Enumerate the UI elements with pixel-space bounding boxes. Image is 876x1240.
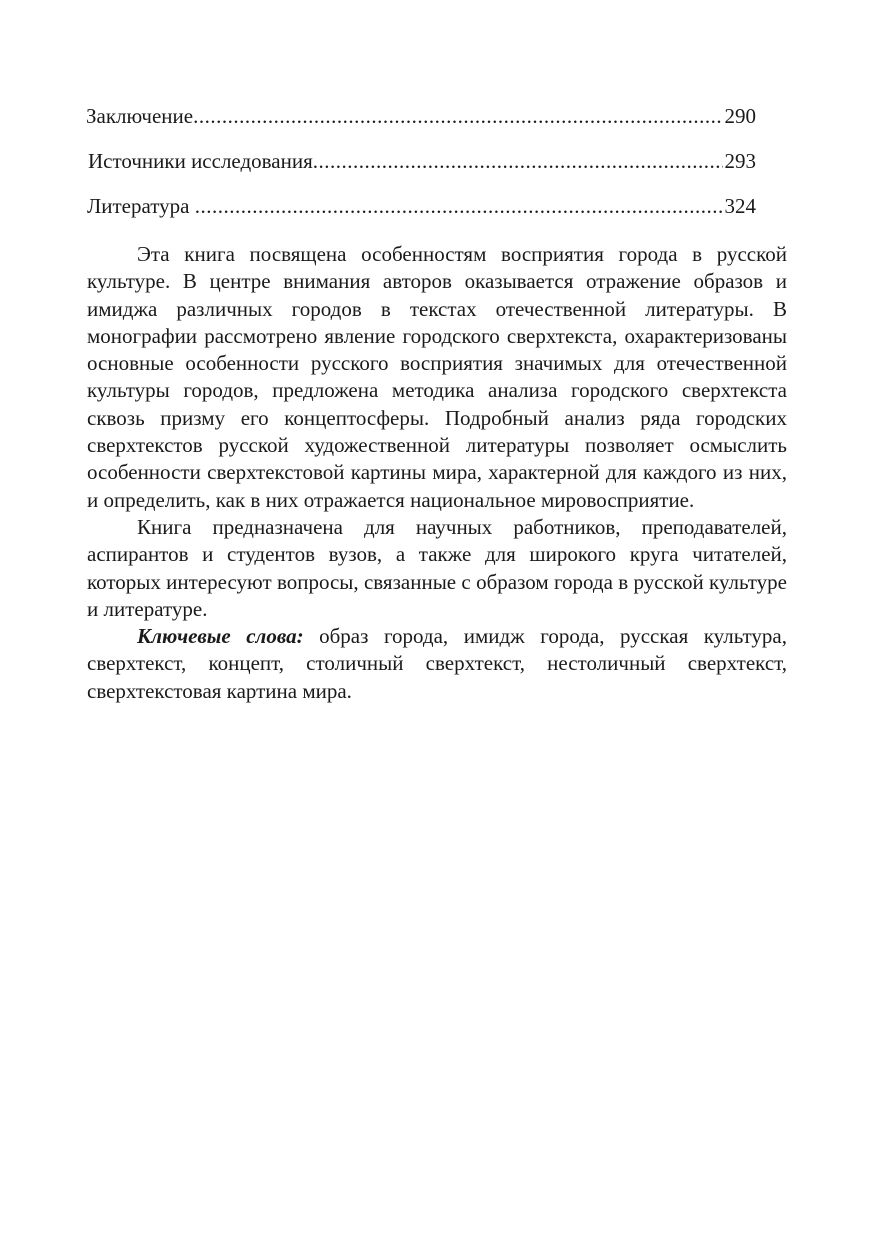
toc-entry bbox=[86, 102, 756, 147]
keywords-text: образ города, имидж города, русская культура, сверхтекст, концепт, столичный сверхтекст, нестоличный сверхтекст, сверхтекстовая картина мира. bbox=[87, 624, 787, 703]
abstract-paragraph: Эта книга посвящена особенностям восприятия города в русской культуре. В центре внимания авторов оказывается отражение образов и имиджа различных городов в текстах отечественной литературы. В монографии рассмотрено явление городского сверхтекста, охарактеризованы основные особенности русского восприятия значимых для отечественной культуры городов, предложена методика анализа городского сверхтекста сквозь призму его концептосферы. Подробный анализ ряда городских сверхтекстов русской художественной литературы позволяет осмыслить особенности сверхтекстовой картины мира, характерной для каждого из них, и определить, как в них отражается национальное мировосприятие. bbox=[87, 242, 787, 512]
toc-entry-title: Заключение bbox=[86, 104, 194, 128]
toc-entry-title: Литература bbox=[87, 194, 195, 218]
table-of-contents bbox=[86, 102, 756, 237]
toc-entry-page: 293 bbox=[724, 149, 756, 173]
keywords-paragraph bbox=[87, 623, 787, 705]
toc-entry-page: 290 bbox=[724, 104, 756, 128]
abstract bbox=[87, 241, 787, 705]
toc-entry bbox=[86, 147, 756, 192]
toc-dot-leader bbox=[193, 102, 722, 130]
toc-entry-title: Источники исследования bbox=[88, 149, 313, 173]
toc-dot-leader bbox=[313, 147, 723, 175]
toc-entry-page: 324 bbox=[724, 194, 756, 218]
toc-dot-leader bbox=[195, 192, 723, 220]
keywords-label: Ключевые слова: bbox=[137, 624, 304, 649]
audience-paragraph: Книга предназначена для научных работников, преподавателей, аспирантов и студентов вузов, а также для широкого круга читателей, которых интересуют вопросы, связанные с образом города в русской культуре и литературе. bbox=[87, 514, 787, 621]
toc-entry bbox=[86, 192, 756, 237]
